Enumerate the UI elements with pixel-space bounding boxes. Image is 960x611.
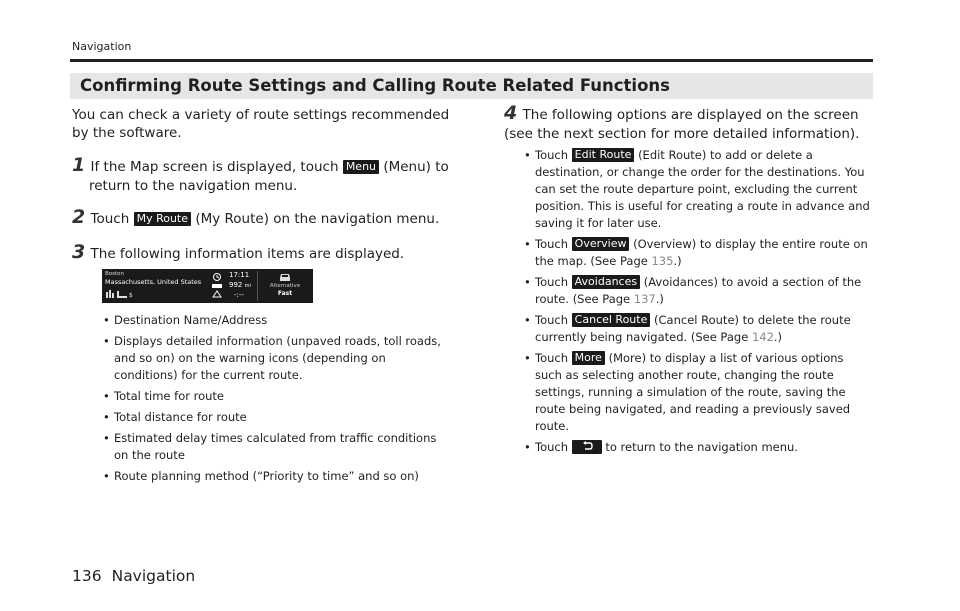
step-3 — [72, 243, 462, 264]
intro-paragraph: You can check a variety of route settings recommended by the software. — [72, 107, 450, 141]
touch-label: Touch — [535, 351, 569, 365]
route-method-value: Fast — [277, 290, 293, 297]
page-number: 136 — [72, 567, 102, 585]
screen-divider — [257, 271, 258, 301]
list-item-overview — [521, 236, 873, 270]
delay-time: -:-- — [234, 291, 244, 299]
edit-route-button[interactable]: Edit Route — [572, 148, 635, 162]
total-time: 17:11 — [229, 271, 250, 279]
back-button[interactable] — [572, 440, 602, 454]
warning-icon-stack — [210, 273, 224, 299]
option-text: (Cancel Route) to delete the route currently being navigated. (See Page — [535, 313, 851, 344]
route-method-button[interactable] — [260, 271, 310, 301]
step-4 — [504, 104, 874, 144]
touch-label: Touch — [535, 313, 569, 327]
menu-button[interactable]: Menu — [343, 160, 379, 174]
section-title: Confirming Route Settings and Calling Route Related Functions — [70, 73, 873, 99]
touch-label: Touch — [535, 440, 569, 454]
list-item: • Destination Name/Address — [100, 312, 452, 329]
option-text: .) — [673, 254, 682, 268]
touch-label: Touch — [535, 237, 569, 251]
list-item: • Total time for route — [100, 388, 452, 405]
car-icon — [278, 271, 292, 283]
svg-text:$: $ — [129, 292, 133, 299]
page-link[interactable]: 137 — [633, 292, 656, 306]
step-text: The following information items are displayed. — [90, 246, 405, 262]
step-number: 3 — [72, 241, 86, 263]
total-distance — [229, 281, 251, 289]
list-item: • Estimated delay times calculated from traffic conditions on the route — [100, 430, 452, 464]
step-number: 2 — [72, 206, 86, 228]
touch-label: Touch — [535, 275, 569, 289]
return-arrow-icon — [581, 441, 593, 451]
list-item: • Route planning method (“Priority to time” and so on) — [100, 468, 452, 485]
step-text: (Menu) to — [383, 159, 449, 175]
option-text: (Edit Route) to add or delete a destination, or change the order for the destinations. You can set the route departure point, excluding the current position. This is useful for creating a route in advance and saving it for later use. — [535, 148, 870, 230]
route-method-label: Alternative — [269, 283, 301, 289]
list-item-cancel-route — [521, 312, 873, 346]
cancel-route-button[interactable]: Cancel Route — [572, 313, 651, 327]
step-text: (My Route) on the navigation menu. — [195, 211, 440, 227]
avoidances-button[interactable]: Avoidances — [572, 275, 640, 289]
list-item-edit-route — [521, 147, 873, 232]
list-item-more — [521, 350, 873, 435]
step-number: 1 — [72, 154, 86, 176]
overview-button[interactable]: Overview — [572, 237, 630, 251]
my-route-button[interactable]: My Route — [134, 212, 191, 226]
distance-value: 992 — [229, 281, 243, 289]
list-item: • Displays detailed information (unpaved roads, toll roads, and so on) on the warning icons (depending on conditions) for the current route. — [100, 333, 452, 384]
option-text: (More) to display a list of various options such as selecting another route, changing the route settings, running a simulation of the route, saving the route being navigated, and reading a previously saved route. — [535, 351, 851, 433]
step-text: If the Map screen is displayed, touch — [90, 159, 339, 175]
step-text-cont: return to the navigation menu. — [89, 178, 298, 194]
touch-label: Touch — [535, 148, 569, 162]
info-items-list — [100, 312, 452, 489]
step-2 — [72, 208, 462, 229]
list-item-avoidances — [521, 274, 873, 308]
list-item: • Total distance for route — [100, 409, 452, 426]
option-text: .) — [773, 330, 783, 344]
options-list — [521, 147, 873, 460]
list-item-back — [521, 439, 873, 456]
destination-city: Boston — [105, 271, 125, 277]
option-text: (Avoidances) to avoid a section of the route. (See Page — [535, 275, 862, 306]
destination-state: Massachusetts, United States — [105, 278, 202, 286]
road-warning-icons — [106, 290, 142, 299]
option-text: .) — [655, 292, 664, 306]
distance-unit: mi — [244, 283, 251, 289]
page-link[interactable]: 142 — [751, 330, 774, 344]
step-text: The following options are displayed on the screen (see the next section for more detailed information). — [504, 107, 860, 142]
header-rule — [70, 59, 873, 62]
option-text: (Overview) to display the entire route on the map. (See Page — [535, 237, 868, 268]
page-link[interactable]: 135 — [651, 254, 674, 268]
route-info-screen — [102, 269, 313, 303]
running-header: Navigation — [72, 40, 132, 53]
page-footer — [72, 567, 205, 585]
more-button[interactable]: More — [572, 351, 605, 365]
footer-label: Navigation — [111, 567, 196, 585]
step-text: Touch — [90, 211, 130, 227]
option-text: to return to the navigation menu. — [605, 440, 798, 454]
step-1 — [72, 156, 452, 196]
step-number: 4 — [504, 102, 518, 124]
